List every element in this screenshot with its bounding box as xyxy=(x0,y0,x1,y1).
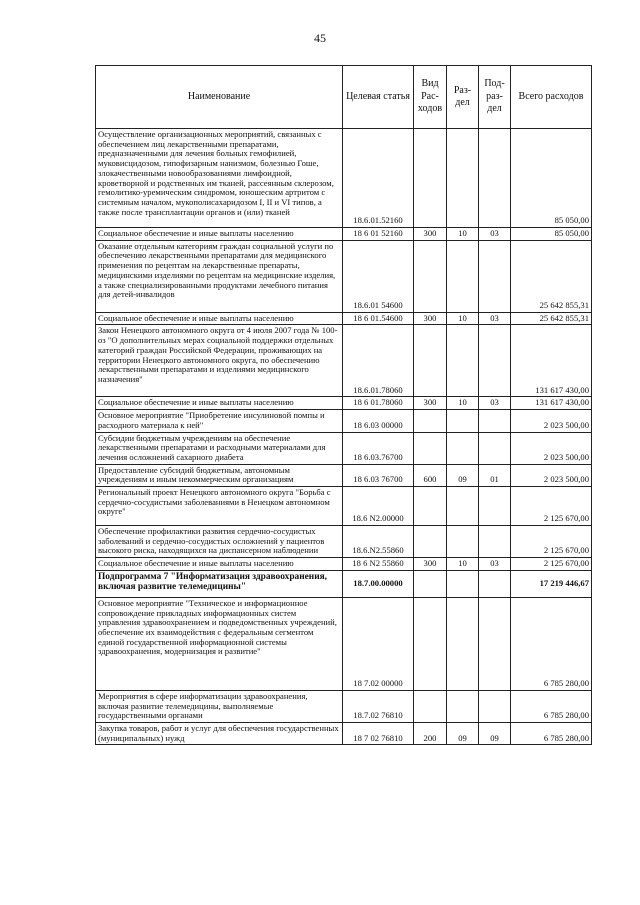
row-name: Подпрограмма 7 "Информатизация здравоохранения, включая развитие телемедицины" xyxy=(96,570,343,597)
row-expense-type xyxy=(414,526,447,558)
row-target-article: 18.6.01.78060 xyxy=(343,325,414,397)
table-row xyxy=(96,526,592,558)
table-row xyxy=(96,570,592,597)
row-section xyxy=(447,410,479,432)
row-section xyxy=(447,325,479,397)
row-name: Оказание отдельным категориям граждан социальной услуги по обеспечению лекарственными препаратами для медицинского применения по рецептам на лекарственные препараты, медицинскими изделиями по рецептам на медицинские изделия, а также специализированными продуктами лечебного питания для детей-инвалидов xyxy=(96,240,343,312)
row-target-article: 18 6.03 76700 xyxy=(343,464,414,486)
row-name: Закупка товаров, работ и услуг для обеспечения государственных (муниципальных) нужд xyxy=(96,722,343,744)
row-total-amount: 2 125 670,00 xyxy=(511,487,592,526)
row-section xyxy=(447,597,479,690)
row-subsection xyxy=(479,410,511,432)
table-row xyxy=(96,597,592,690)
row-expense-type xyxy=(414,432,447,464)
row-total-amount: 25 642 855,31 xyxy=(511,240,592,312)
row-section xyxy=(447,129,479,228)
row-total-amount: 131 617 430,00 xyxy=(511,325,592,397)
row-total-amount: 6 785 280,00 xyxy=(511,597,592,690)
row-subsection: 03 xyxy=(479,312,511,325)
row-name: Предоставление субсидий бюджетным, автономным учреждениям и иным некоммерческим организациям xyxy=(96,464,343,486)
row-subsection xyxy=(479,487,511,526)
row-section xyxy=(447,487,479,526)
row-section: 10 xyxy=(447,228,479,241)
row-name: Основное мероприятие "Приобретение инсулиновой помпы и расходного материала к ней" xyxy=(96,410,343,432)
row-subsection xyxy=(479,129,511,228)
row-expense-type: 300 xyxy=(414,312,447,325)
header-subsection: Под- раз- дел xyxy=(479,66,511,129)
row-subsection: 01 xyxy=(479,464,511,486)
row-expense-type xyxy=(414,570,447,597)
row-subsection xyxy=(479,597,511,690)
row-subsection xyxy=(479,432,511,464)
row-subsection: 03 xyxy=(479,228,511,241)
row-section xyxy=(447,240,479,312)
row-total-amount: 17 219 446,67 xyxy=(511,570,592,597)
row-subsection xyxy=(479,325,511,397)
row-target-article: 18.7.02 76810 xyxy=(343,690,414,722)
table-row xyxy=(96,325,592,397)
table-header-row xyxy=(96,66,592,129)
row-section: 09 xyxy=(447,464,479,486)
header-expense-type: Вид Рас- ходов xyxy=(414,66,447,129)
header-target-article: Целевая статья xyxy=(343,66,414,129)
header-name: Наименование xyxy=(96,66,343,129)
row-target-article: 18 6 01.54600 xyxy=(343,312,414,325)
table-row xyxy=(96,410,592,432)
row-name: Осуществление организационных мероприятий, связанных с обеспечением лиц лекарственными препаратами, предназначенными для лечения больных гемофилией, муковисцидозом, гипофизарным нанизмом, болезнью Гоше, злокачественными новообразованиями лимфоидной, кроветворной и родственных им тканей, рассеянным склерозом, гемолитико-уремическим синдромом, юношеским артритом с системным началом, мукополисахаридозом I, II и VI типов, а также после трансплантации органов и (или) тканей xyxy=(96,129,343,228)
table-row xyxy=(96,464,592,486)
row-target-article: 18 6 01 52160 xyxy=(343,228,414,241)
row-name: Закон Ненецкого автономного округа от 4 июля 2007 года № 100-оз "О дополнительных мерах социальной поддержки отдельных категорий граждан Российской Федерации, проживающих на территории Ненецкого автономного округа, по обеспечению лекарственными препаратами и изделиями медицинского назначения" xyxy=(96,325,343,397)
row-name: Мероприятия в сфере информатизации здравоохранения, включая развитие телемедицины, выполняемые государственными органами xyxy=(96,690,343,722)
row-subsection xyxy=(479,526,511,558)
row-target-article: 18 6.03 00000 xyxy=(343,410,414,432)
row-total-amount: 25 642 855,31 xyxy=(511,312,592,325)
row-total-amount: 2 023 500,00 xyxy=(511,432,592,464)
row-total-amount: 6 785 280,00 xyxy=(511,690,592,722)
row-subsection: 09 xyxy=(479,722,511,744)
row-expense-type: 600 xyxy=(414,464,447,486)
row-subsection xyxy=(479,240,511,312)
table-row xyxy=(96,228,592,241)
table-row xyxy=(96,397,592,410)
row-expense-type xyxy=(414,597,447,690)
row-subsection: 03 xyxy=(479,397,511,410)
header-total-expenses: Всего расходов xyxy=(511,66,592,129)
row-section xyxy=(447,432,479,464)
table-row xyxy=(96,487,592,526)
row-section: 09 xyxy=(447,722,479,744)
header-section: Раз- дел xyxy=(447,66,479,129)
row-expense-type xyxy=(414,240,447,312)
row-total-amount: 2 023 500,00 xyxy=(511,410,592,432)
row-section xyxy=(447,690,479,722)
table-row xyxy=(96,690,592,722)
row-target-article: 18.7.00.00000 xyxy=(343,570,414,597)
row-expense-type xyxy=(414,129,447,228)
row-total-amount: 2 125 670,00 xyxy=(511,526,592,558)
row-target-article: 18 6 01.78060 xyxy=(343,397,414,410)
table-row xyxy=(96,432,592,464)
row-section xyxy=(447,570,479,597)
row-target-article: 18 6 N2 55860 xyxy=(343,558,414,571)
table-row xyxy=(96,312,592,325)
table-row xyxy=(96,558,592,571)
row-name: Региональный проект Ненецкого автономного округа "Борьба с сердечно-сосудистыми заболеваниями в Ненецком автономном округе" xyxy=(96,487,343,526)
row-name: Субсидии бюджетным учреждениям на обеспечение лекарственными препаратами и расходными материалами для лечения осложнений сахарного диабета xyxy=(96,432,343,464)
row-section: 10 xyxy=(447,397,479,410)
row-name: Социальное обеспечение и иные выплаты населению xyxy=(96,558,343,571)
table-row xyxy=(96,722,592,744)
row-expense-type: 300 xyxy=(414,228,447,241)
row-expense-type xyxy=(414,325,447,397)
row-subsection xyxy=(479,690,511,722)
row-section: 10 xyxy=(447,312,479,325)
row-target-article: 18 6.03.76700 xyxy=(343,432,414,464)
row-total-amount: 6 785 280,00 xyxy=(511,722,592,744)
row-target-article: 18 7 02 76810 xyxy=(343,722,414,744)
row-section: 10 xyxy=(447,558,479,571)
row-expense-type xyxy=(414,487,447,526)
row-total-amount: 2 023 500,00 xyxy=(511,464,592,486)
row-name: Социальное обеспечение и иные выплаты населению xyxy=(96,397,343,410)
row-section xyxy=(447,526,479,558)
row-name: Обеспечение профилактики развития сердечно-сосудистых заболеваний и сердечно-сосудистых осложнений у пациентов высокого риска, находящихся на диспансерном наблюдении xyxy=(96,526,343,558)
row-expense-type: 200 xyxy=(414,722,447,744)
table-row xyxy=(96,240,592,312)
row-total-amount: 131 617 430,00 xyxy=(511,397,592,410)
row-target-article: 18.6.01 54600 xyxy=(343,240,414,312)
row-name: Социальное обеспечение и иные выплаты населению xyxy=(96,228,343,241)
table-body xyxy=(96,129,592,745)
row-subsection: 03 xyxy=(479,558,511,571)
row-total-amount: 85 050,00 xyxy=(511,129,592,228)
row-target-article: 18 7.02 00000 xyxy=(343,597,414,690)
budget-table xyxy=(95,65,592,745)
row-expense-type xyxy=(414,690,447,722)
row-expense-type xyxy=(414,410,447,432)
page-number: 45 xyxy=(314,31,326,45)
table-row xyxy=(96,129,592,228)
row-total-amount: 85 050,00 xyxy=(511,228,592,241)
row-total-amount: 2 125 670,00 xyxy=(511,558,592,571)
row-subsection xyxy=(479,570,511,597)
row-expense-type: 300 xyxy=(414,558,447,571)
row-name: Социальное обеспечение и иные выплаты населению xyxy=(96,312,343,325)
row-name: Основное мероприятие "Техническое и информационное сопровождение прикладных информационных систем управления здравоохранением и подведомственных учреждений, обеспечение их взаимодействия с федеральным сегментом единой государственной информационной системы здравоохранения, модернизация и развитие" xyxy=(96,597,343,690)
row-target-article: 18.6.N2.55860 xyxy=(343,526,414,558)
row-target-article: 18.6.01.52160 xyxy=(343,129,414,228)
row-expense-type: 300 xyxy=(414,397,447,410)
row-target-article: 18.6 N2.00000 xyxy=(343,487,414,526)
